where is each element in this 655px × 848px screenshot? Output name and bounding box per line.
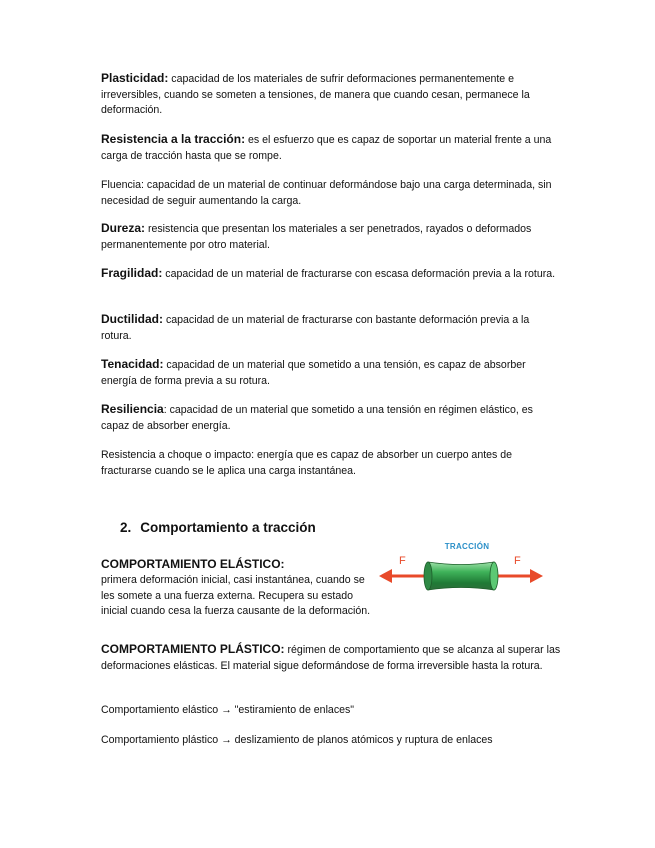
definition-text: capacidad de los materiales de sufrir deformaciones permanentemente e irreversibles, cuando se someten a tensiones, de manera que cuando cesan, permanece la deformación. [101, 73, 530, 116]
term: Plasticidad: [101, 71, 169, 85]
section-title: Comportamiento a tracción [140, 520, 316, 535]
definition-text: capacidad de un material que sometido a una tensión, es capaz de absorber energía de forma previa a su rotura. [101, 359, 526, 387]
definition-fragilidad [101, 266, 561, 283]
bar-body [428, 562, 494, 590]
elastic-term: COMPORTAMIENTO ELÁSTICO: [101, 557, 285, 571]
right-arrow-head [530, 569, 543, 583]
definition-text: capacidad de un material de fracturarse con bastante deformación previa a la rotura. [101, 314, 530, 342]
definition-dureza [101, 221, 561, 253]
definition-text: capacidad de un material de fracturarse con escasa deformación previa a la rotura. [162, 268, 556, 280]
definition-text: Resistencia a choque o impacto: energía que es capaz de absorber un cuerpo antes de fracturarse cuando se le aplica una carga instantánea. [101, 449, 513, 477]
plastic-text: régimen de comportamiento que se alcanza al superar las deformaciones elásticas. El material sigue deformándose de forma irreversible hasta la rotura. [101, 644, 561, 672]
term: Resiliencia [101, 402, 164, 416]
note-plastic: Comportamiento plástico → deslizamiento de planos atómicos y ruptura de enlaces [101, 734, 493, 746]
elastic-text: primera deformación inicial, casi instantánea, cuando se les somete a una fuerza externa. Recupera su estado inicial cuando cesa la fuerza causante de la deformación. [101, 574, 371, 617]
definition-text: es el esfuerzo que es capaz de soportar un material frente a una carga de tracción hasta que se rompe. [101, 134, 552, 162]
force-label-left: F [399, 555, 406, 567]
term: Ductilidad: [101, 312, 163, 326]
definition-ductilidad [101, 312, 561, 344]
definition-text: resistencia que presentan los materiales a ser penetrados, rayados o deformados permanentemente por otro material. [101, 223, 532, 251]
plastic-behavior-paragraph [101, 642, 561, 674]
term: Resistencia a la tracción: [101, 132, 246, 146]
note-elastic: Comportamiento elástico → "estiramiento de enlaces" [101, 704, 355, 716]
section-heading [120, 520, 316, 535]
traction-figure [376, 542, 546, 598]
elastic-behavior-paragraph [101, 557, 371, 619]
definition-resistencia-traccion [101, 132, 561, 164]
definition-fluencia [101, 177, 561, 209]
section-number: 2. [120, 520, 132, 535]
definition-text: : capacidad de un material que sometido a una tensión en régimen elástico, es capaz de absorber energía. [101, 404, 533, 432]
plastic-term: COMPORTAMIENTO PLÁSTICO: [101, 642, 285, 656]
definition-tenacidad [101, 357, 561, 389]
left-arrow-head [379, 569, 392, 583]
term: Tenacidad: [101, 357, 164, 371]
force-label-right: F [514, 555, 521, 567]
definition-text: Fluencia: capacidad de un material de continuar deformándose bajo una carga determinada, sin necesidad de seguir aumentando la carga. [101, 179, 552, 207]
definition-impacto [101, 447, 561, 479]
term: Fragilidad: [101, 266, 163, 280]
definition-resiliencia [101, 402, 561, 434]
definition-plasticidad [101, 71, 561, 119]
bar-left-end [424, 562, 432, 590]
term: Dureza: [101, 221, 146, 235]
figure-label: TRACCIÓN [444, 542, 490, 551]
bar-right-end [490, 562, 498, 590]
